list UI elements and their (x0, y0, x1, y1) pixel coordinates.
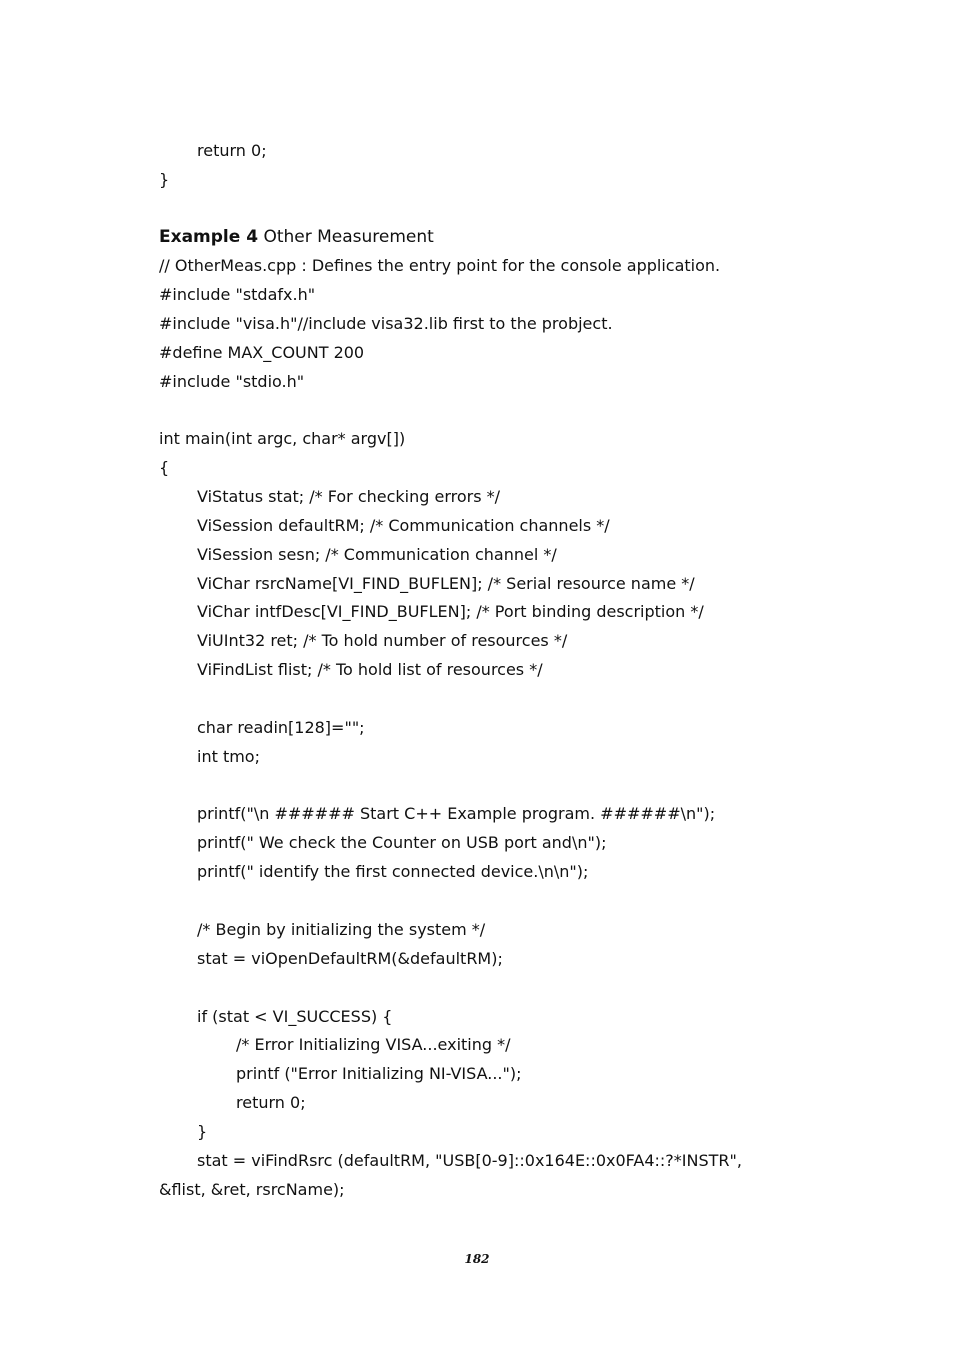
code-line: ViChar rsrcName[VI_FIND_BUFLEN]; /* Serial resource name */ (197, 574, 695, 593)
code-line: printf(" We check the Counter on USB port and\n"); (197, 833, 607, 852)
code-line: return 0; (197, 141, 267, 160)
code-line: ViSession defaultRM; /* Communication channels */ (197, 516, 610, 535)
code-line: printf(" identify the first connected device.\n\n"); (197, 862, 589, 881)
code-line: #include "stdafx.h" (159, 285, 316, 304)
code-line: if (stat < VI_SUCCESS) { (197, 1007, 393, 1026)
code-line: /* Error Initializing VISA...exiting */ (236, 1035, 511, 1054)
code-line: ViSession sesn; /* Communication channel */ (197, 545, 557, 564)
code-line: ViChar intfDesc[VI_FIND_BUFLEN]; /* Port binding description */ (197, 602, 704, 621)
code-line: return 0; (236, 1093, 306, 1112)
code-line: ViFindList flist; /* To hold list of resources */ (197, 660, 543, 679)
code-line: // OtherMeas.cpp : Defines the entry point for the console application. (159, 256, 721, 275)
code-line: #include "stdio.h" (159, 372, 305, 391)
code-line: char readin[128]=""; (197, 718, 365, 737)
example-heading (159, 226, 434, 248)
code-line: ViUInt32 ret; /* To hold number of resources */ (197, 631, 568, 650)
example-label: Example 4 (159, 227, 259, 247)
code-line: stat = viOpenDefaultRM(&defaultRM); (197, 949, 503, 968)
code-line: ViStatus stat; /* For checking errors */ (197, 487, 501, 506)
code-line: } (197, 1122, 208, 1141)
code-line: #define MAX_COUNT 200 (159, 343, 365, 362)
code-line: stat = viFindRsrc (defaultRM, "USB[0-9]::0x164E::0x0FA4::?*INSTR", (197, 1151, 742, 1170)
page-number: 182 (464, 1252, 490, 1266)
code-line: &flist, &ret, rsrcName); (159, 1180, 345, 1199)
code-line: #include "visa.h"//include visa32.lib first to the probject. (159, 314, 613, 333)
code-line: } (159, 170, 170, 189)
code-line: int tmo; (197, 747, 260, 766)
code-line: { (159, 458, 170, 477)
code-line: printf("\n ###### Start C++ Example program. ######\n"); (197, 804, 716, 823)
code-line: printf ("Error Initializing NI-VISA..."); (236, 1064, 522, 1083)
example-title: Other Measurement (263, 227, 434, 247)
code-line: /* Begin by initializing the system */ (197, 920, 486, 939)
code-line: int main(int argc, char* argv[]) (159, 429, 406, 448)
